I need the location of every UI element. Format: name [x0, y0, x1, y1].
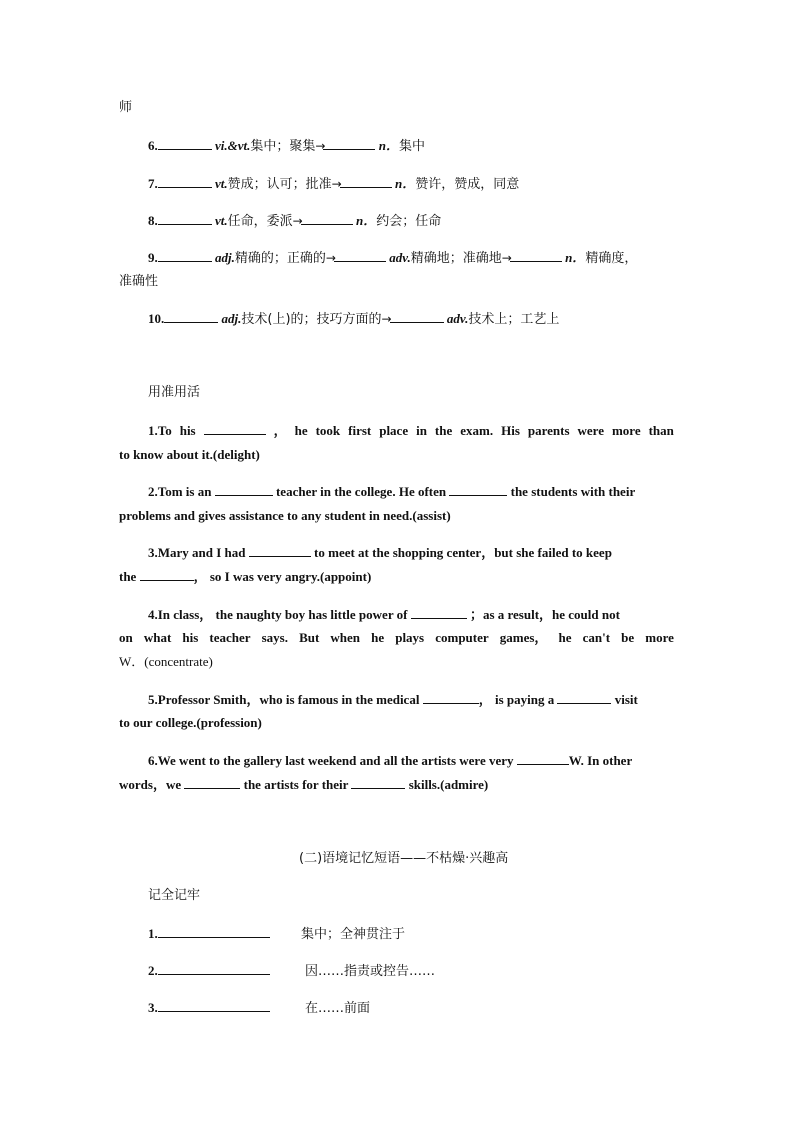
phrase-item-3 — [148, 999, 370, 1017]
phrase-meaning: 在……前面 — [305, 1001, 371, 1016]
answer-blank[interactable] — [158, 137, 212, 150]
exercise-3-line-2 — [119, 568, 371, 585]
answer-blank[interactable] — [423, 691, 479, 704]
answer-blank[interactable] — [411, 606, 467, 619]
word: plays — [395, 630, 425, 645]
exercise-4-line-3: W．(concentrate) — [119, 654, 213, 669]
answer-blank[interactable] — [510, 249, 562, 262]
answer-blank[interactable] — [249, 544, 311, 557]
definition: 集中；聚集 — [250, 139, 316, 154]
vocab-item-6 — [148, 137, 425, 155]
part-of-speech: adj. — [221, 311, 242, 326]
exercise-4-line-1 — [148, 606, 620, 623]
answer-blank[interactable] — [215, 483, 273, 496]
word: parents — [527, 423, 570, 438]
part-of-speech: vt. — [215, 176, 228, 191]
phrase-meaning: 因……指责或控告…… — [305, 964, 436, 979]
text: 4.In class， — [148, 607, 213, 622]
text: ， — [193, 569, 207, 584]
section-heading-usage: 用准用活 — [148, 385, 201, 400]
text: 2.Tom is an — [148, 484, 212, 499]
part-of-speech: adv. — [446, 311, 469, 326]
definition: 约会；任命 — [376, 214, 442, 229]
arrow-icon: → — [325, 251, 334, 265]
item-number: 7. — [148, 176, 158, 191]
answer-blank[interactable] — [184, 776, 240, 789]
continued-text-fragment: 师 — [119, 100, 133, 115]
answer-blank[interactable] — [140, 568, 194, 581]
text: W. In other — [568, 753, 633, 768]
answer-blank[interactable] — [301, 212, 353, 225]
phrase-item-1 — [148, 925, 405, 943]
answer-blank[interactable] — [390, 310, 444, 323]
word: But — [299, 630, 320, 645]
answer-blank[interactable] — [158, 249, 212, 262]
answer-blank[interactable] — [449, 483, 507, 496]
exercise-1-line-1 — [148, 422, 674, 439]
exercise-1-line-2: to know about it.(delight) — [119, 447, 260, 462]
answer-blank[interactable] — [351, 776, 405, 789]
definition: 技术上；工艺上 — [468, 312, 560, 327]
definition: 赞成；认可；批准 — [227, 177, 332, 192]
part-of-speech: n． — [394, 176, 416, 191]
item-number: 8. — [148, 213, 158, 228]
word: than — [648, 423, 674, 438]
answer-blank[interactable] — [158, 212, 212, 225]
vocab-item-9-continued: 准确性 — [119, 274, 159, 289]
part-of-speech: n． — [355, 213, 377, 228]
answer-blank[interactable] — [158, 999, 270, 1012]
part-of-speech: vt. — [215, 213, 228, 228]
definition: 技术(上)的；技巧方面的 — [241, 312, 382, 327]
word: more — [645, 630, 674, 645]
text: is paying a — [494, 692, 555, 707]
text: skills.(admire) — [408, 777, 489, 792]
answer-blank[interactable] — [204, 422, 266, 435]
word: more — [611, 423, 641, 438]
answer-blank[interactable] — [158, 925, 270, 938]
answer-blank[interactable] — [158, 962, 270, 975]
text: 3.Mary and I had — [148, 545, 246, 560]
exercise-2-line-2: problems and gives assistance to any student in need.(assist) — [119, 508, 451, 523]
answer-blank[interactable] — [334, 249, 386, 262]
word: what — [143, 630, 172, 645]
word: first — [348, 423, 372, 438]
arrow-icon: → — [381, 312, 390, 326]
definition: 精确的；正确的 — [234, 251, 326, 266]
answer-blank[interactable] — [557, 691, 611, 704]
item-number: 3. — [148, 1000, 158, 1015]
item-number: 10. — [148, 311, 165, 326]
item-number: 2. — [148, 963, 158, 978]
word: place — [379, 423, 409, 438]
section-heading-memorize: 记全记牢 — [148, 888, 201, 903]
answer-blank[interactable] — [158, 175, 212, 188]
part-of-speech: adj. — [215, 250, 235, 265]
text: the students with their — [510, 484, 636, 499]
item-number: 6. — [148, 138, 158, 153]
vocab-item-8 — [148, 212, 441, 230]
word: games， — [499, 630, 548, 645]
word: on — [119, 630, 133, 645]
word: says. — [261, 630, 288, 645]
word: he — [558, 630, 572, 645]
vocab-item-9 — [148, 249, 637, 267]
text: the naughty boy has little power of — [215, 607, 408, 622]
part-of-speech: adv. — [389, 250, 411, 265]
phrase-item-2 — [148, 962, 435, 980]
part-of-speech: n． — [378, 138, 399, 153]
word: when — [330, 630, 361, 645]
word: ， — [273, 423, 287, 438]
vocab-item-10 — [148, 310, 559, 328]
word: his — [179, 423, 196, 438]
word: 1.To — [148, 423, 172, 438]
item-number: 9. — [148, 250, 158, 265]
text: 6.We went to the gallery last weekend and all the artists were very — [148, 753, 514, 768]
text: the artists for their — [243, 777, 349, 792]
word: can't — [582, 630, 611, 645]
text: visit — [614, 692, 638, 707]
answer-blank[interactable] — [340, 175, 392, 188]
word: he — [371, 630, 385, 645]
text: ；as a result，he could not — [469, 607, 620, 622]
text: teacher in the college. He often — [275, 484, 447, 499]
exercise-3-line-1 — [148, 544, 612, 561]
text: words，we — [119, 777, 182, 792]
section-title: (二)语境记忆短语——不枯燥·兴趣高 — [299, 851, 509, 866]
exercise-5-line-1 — [148, 691, 638, 708]
answer-blank[interactable] — [323, 137, 375, 150]
item-number: 1. — [148, 926, 158, 941]
arrow-icon: → — [292, 214, 301, 228]
word: he — [294, 423, 308, 438]
definition: 赞许，赞成，同意 — [415, 177, 520, 192]
word: His — [501, 423, 520, 438]
exercise-6-line-1 — [148, 752, 632, 769]
part-of-speech: n． — [565, 250, 586, 265]
word: took — [315, 423, 341, 438]
definition: 任命，委派 — [227, 214, 293, 229]
answer-blank[interactable] — [517, 752, 569, 765]
vocab-item-7 — [148, 175, 519, 193]
arrow-icon: → — [315, 139, 324, 153]
word: computer — [435, 630, 489, 645]
answer-blank[interactable] — [164, 310, 218, 323]
word: be — [621, 630, 635, 645]
text: to meet at the shopping center，but she failed to keep — [314, 545, 612, 560]
word: his — [182, 630, 199, 645]
arrow-icon: → — [501, 251, 510, 265]
definition: 精确度， — [585, 251, 638, 266]
part-of-speech: vi.&vt. — [215, 138, 251, 153]
exercise-5-line-2: to our college.(profession) — [119, 715, 262, 730]
text: ， — [478, 692, 492, 707]
word: were — [577, 423, 604, 438]
phrase-meaning: 集中；全神贯注于 — [301, 927, 406, 942]
word: the — [434, 423, 453, 438]
arrow-icon: → — [331, 177, 340, 191]
word: teacher — [209, 630, 251, 645]
word: in — [416, 423, 427, 438]
exercise-6-line-2 — [119, 776, 488, 793]
text: the — [119, 569, 137, 584]
word: exam. — [460, 423, 494, 438]
text: 5.Professor Smith，who is famous in the medical — [148, 692, 420, 707]
text: so I was very angry.(appoint) — [209, 569, 372, 584]
exercise-4-line-2 — [119, 629, 674, 646]
definition: 精确地；准确地 — [410, 251, 502, 266]
exercise-2-line-1 — [148, 483, 635, 500]
definition: 集中 — [398, 139, 425, 154]
